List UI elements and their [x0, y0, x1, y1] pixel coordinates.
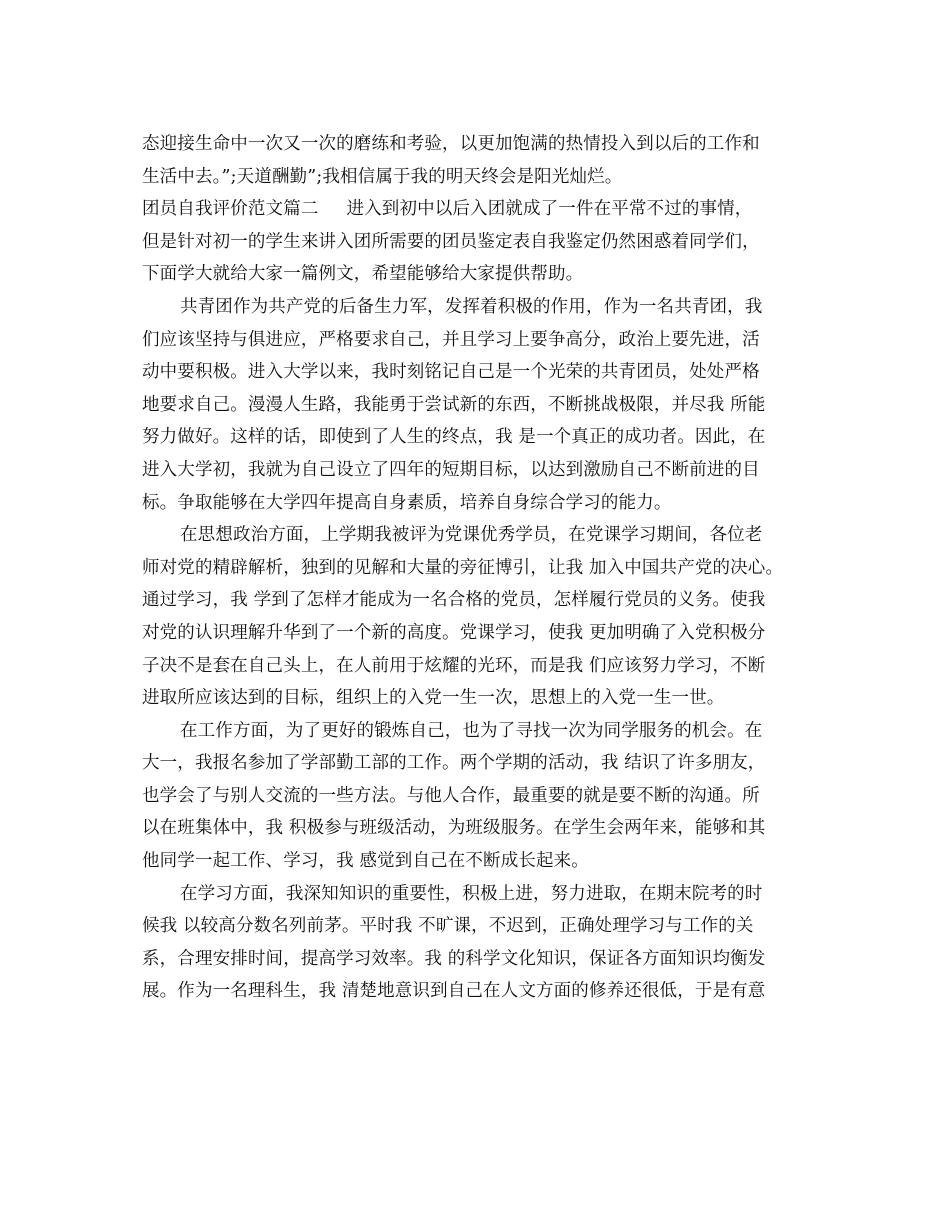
document-body	[142, 128, 822, 1008]
text-line: 但是针对初一的学生来讲入团所需要的团员鉴定表自我鉴定仍然困惑着同学们，	[142, 231, 760, 252]
text-line: 展。作为一名理科生，我 清楚地意识到自己在人文方面的修养还很低，于是有意	[142, 981, 766, 1002]
text-line: 他同学一起工作、学习，我 感觉到自己在不断成长起来。	[142, 851, 589, 872]
text-line: 动中要积极。进入大学以来，我时刻铭记自己是一个光荣的共青团员，处处严格	[142, 362, 760, 383]
text-line: 下面学大就给大家一篇例文，希望能够给大家提供帮助。	[142, 264, 584, 285]
text-line: 进取所应该达到的目标，组织上的入党一生一次，思想上的入党一生一世。	[142, 688, 725, 709]
text-line: 们应该坚持与俱进应，严格要求自己，并且学习上要争高分，政治上要先进，活	[142, 329, 760, 350]
section-heading-line	[142, 193, 822, 226]
text-line: 进入大学初，我就为自己设立了四年的短期目标，以达到激励自己不断前进的目	[142, 459, 760, 480]
text-line: 标。争取能够在大学四年提高自身素质，培养自身综合学习的能力。	[142, 492, 672, 513]
text-line: 努力做好。这样的话，即使到了人生的终点，我 是一个真正的成功者。因此，在	[142, 427, 766, 448]
paragraph-first-line: 在思想政治方面，上学期我被评为党课优秀学员，在党课学习期间，各位老	[180, 525, 763, 546]
text-line: 地要求自己。漫漫人生路，我能勇于尝试新的东西，不断挑战极限，并尽我 所能	[142, 394, 766, 415]
text-line: 师对党的精辟解析，独到的见解和大量的旁征博引，让我 加入中国共产党的决心。	[142, 557, 784, 578]
text-line: 对党的认识理解升华到了一个新的高度。党课学习，使我 更加明确了入党积极分	[142, 622, 766, 643]
text-line: 以在班集体中，我 积极参与班级活动，为班级服务。在学生会两年来，能够和其	[142, 818, 766, 839]
text-line: 候我 以较高分数名列前茅。平时我 不旷课，不迟到，正确处理学习与工作的关	[142, 916, 754, 937]
text-line: 系，合理安排时间，提高学习效率。我 的科学文化知识，保证各方面知识均衡发	[142, 948, 766, 969]
text-line: 也学会了与别人交流的一些方法。与他人合作，最重要的就是要不断的沟通。所	[142, 785, 760, 806]
text-line: 子决不是套在自己头上，在人前用于炫耀的光环，而是我 们应该努力学习，不断	[142, 655, 766, 676]
text-line: 大一，我报名参加了学部勤工部的工作。两个学期的活动，我 结识了许多朋友，	[142, 753, 766, 774]
paragraph-first-line: 在工作方面，为了更好的锻炼自己，也为了寻找一次为同学服务的机会。在	[180, 720, 763, 741]
text-line: 生活中去。”;天道酬勤”;我相信属于我的明天终会是阳光灿烂。	[142, 166, 623, 187]
text-line: 通过学习，我 学到了怎样才能成为一名合格的党员，怎样履行党员的义务。使我	[142, 590, 766, 611]
section-heading: 团员自我评价范文篇二	[142, 199, 319, 220]
text-line: 进入到初中以后入团就成了一件在平常不过的事情，	[346, 199, 753, 220]
paragraph-first-line: 共青团作为共产党的后备生力军，发挥着积极的作用，作为一名共青团，我	[180, 296, 763, 317]
paragraph-first-line: 在学习方面，我深知知识的重要性，积极上进，努力进取，在期末院考的时	[180, 883, 763, 904]
text-line: 态迎接生命中一次又一次的磨练和考验，以更加饱满的热情投入到以后的工作和	[142, 134, 760, 154]
